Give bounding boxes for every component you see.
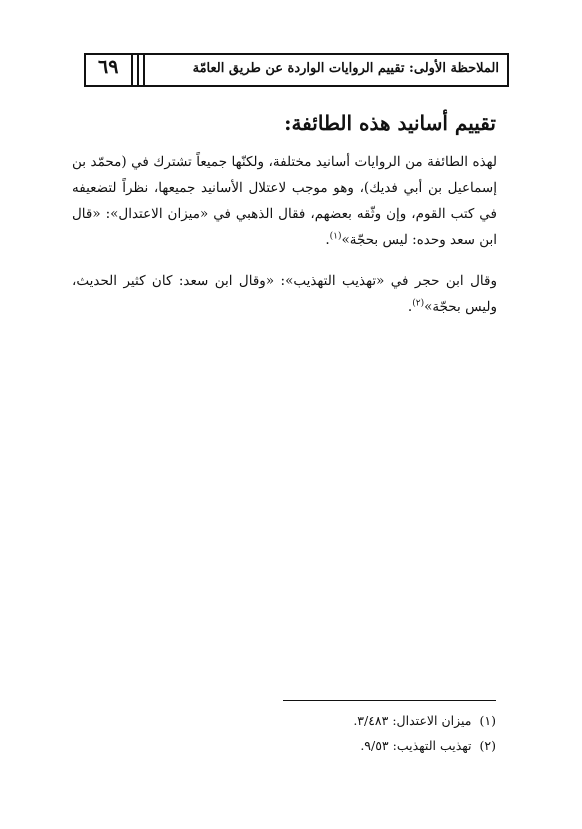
paragraph — [72, 268, 497, 320]
footnote-ref: (٢) — [412, 298, 425, 309]
paragraph-end: . — [407, 299, 413, 315]
footnote-separator — [283, 700, 496, 701]
page-number: ٦٩ — [98, 56, 119, 78]
footnote — [360, 738, 496, 753]
footnote-text: تهذيب التهذيب: ٩/٥٣. — [360, 738, 472, 753]
header-divider — [143, 53, 145, 87]
header-divider — [137, 53, 139, 87]
footnote — [353, 713, 496, 728]
section-title: تقييم أسانيد هذه الطائفة: — [284, 111, 496, 135]
running-title: الملاحظة الأولى: تقييم الروايات الواردة عن طريق العامّة — [192, 61, 499, 76]
header-divider — [131, 53, 133, 87]
footnote-text: ميزان الاعتدال: ٣/٤٨٣. — [353, 713, 472, 728]
footnote-ref: (١) — [329, 231, 342, 242]
footnote-number: (٢) — [479, 738, 496, 753]
running-header — [84, 53, 509, 87]
footnote-number: (١) — [479, 713, 496, 728]
paragraph-text: لهذه الطائفة من الروايات أسانيد مختلفة، ولكنّها جميعاً تشترك في (محمّد بن إسماعيل بن أبي فديك)، وهو موجب لاعتلال الأسانيد جميعها، نظراً لتضعيفه في كتب القوم، وإن وثّقه بعضهم، فقال الذهبي في «ميزان الاعتدال»: «قال ابن سعد وحده: ليس بحجّة» — [72, 154, 497, 248]
paragraph-text: وقال ابن حجر في «تهذيب التهذيب»: «وقال ابن سعد: كان كثير الحديث، وليس بحجّة» — [72, 273, 497, 315]
paragraph — [72, 149, 497, 253]
paragraph-end: . — [325, 232, 330, 248]
